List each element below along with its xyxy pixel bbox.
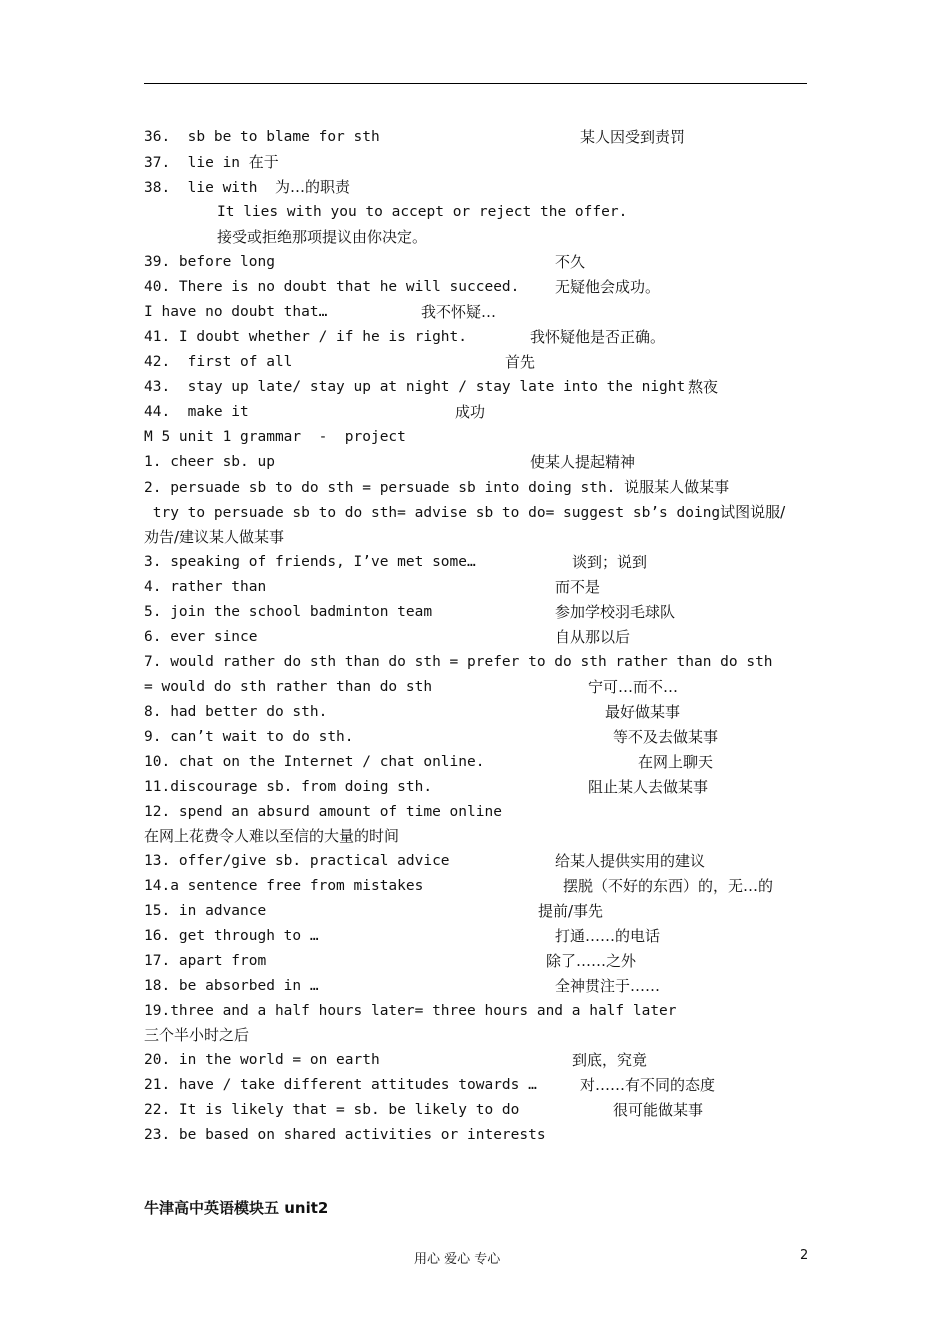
vocab-line-40b: I have no doubt that…: [144, 304, 328, 320]
vocab-line-44: 44. make it: [144, 404, 249, 420]
vocab-line-g3: 3. speaking of friends, I’ve met some…: [144, 554, 476, 570]
vocab-line-g18-zh: 全神贯注于……: [555, 977, 661, 995]
vocab-line-43-zh: 熬夜: [688, 378, 719, 396]
vocab-line-g21: 21. have / take different attitudes towards …: [144, 1077, 537, 1093]
vocab-line-g6: 6. ever since: [144, 629, 258, 645]
vocab-line-g19-zh: 三个半小时之后: [144, 1026, 250, 1044]
vocab-line-g1: 1. cheer sb. up: [144, 454, 275, 470]
vocab-line-g14: 14.a sentence free from mistakes: [144, 878, 424, 894]
vocab-line-40b-zh: 我不怀疑…: [421, 303, 497, 321]
vocab-line-41-zh: 我怀疑他是否正确。: [530, 328, 666, 346]
example-translation: 接受或拒绝那项提议由你决定。: [217, 228, 428, 246]
vocab-line-g8: 8. had better do sth.: [144, 704, 328, 720]
vocab-line-42: 42. first of all: [144, 354, 293, 370]
vocab-line-g13: 13. offer/give sb. practical advice: [144, 853, 450, 869]
vocab-line-g7b: = would do sth rather than do sth: [144, 679, 433, 695]
vocab-line-g1-zh: 使某人提起精神: [530, 453, 636, 471]
vocab-line-g14-zh: 摆脱（不好的东西）的，无…的: [563, 877, 774, 895]
section-title: M 5 unit 1 grammar - project: [144, 429, 406, 445]
vocab-line-g5: 5. join the school badminton team: [144, 604, 433, 620]
vocab-line-38: 38. lie with 为…的职责: [144, 178, 350, 196]
vocab-line-44-zh: 成功: [455, 403, 486, 421]
header-rule: [144, 83, 807, 84]
vocab-line-g9: 9. can’t wait to do sth.: [144, 729, 354, 745]
footer-text: 用心 爱心 专心: [414, 1252, 501, 1267]
vocab-line-g16-zh: 打通……的电话: [555, 927, 661, 945]
vocab-line-g18: 18. be absorbed in …: [144, 978, 319, 994]
vocab-line-g21-zh: 对……有不同的态度: [580, 1076, 716, 1094]
vocab-line-g10: 10. chat on the Internet / chat online.: [144, 754, 485, 770]
vocab-line-g7: 7. would rather do sth than do sth = prefer to do sth rather than do sth: [144, 654, 773, 670]
page-number: 2: [800, 1248, 809, 1263]
vocab-line-g12-zh: 在网上花费令人难以至信的大量的时间: [144, 827, 400, 845]
vocab-line-36: 36. sb be to blame for sth: [144, 129, 380, 145]
vocab-line-g4: 4. rather than: [144, 579, 267, 595]
vocab-line-g2b-cont: 劝告/建议某人做某事: [144, 528, 285, 546]
vocab-line-40-zh: 无疑他会成功。: [555, 278, 661, 296]
vocab-line-g2b: try to persuade sb to do sth= advise sb to do= suggest sb’s doing试图说服/: [144, 503, 786, 521]
vocab-line-36-zh: 某人因受到责罚: [580, 128, 686, 146]
vocab-line-g6-zh: 自从那以后: [555, 628, 631, 646]
example-sentence: It lies with you to accept or reject the offer.: [217, 204, 628, 220]
vocab-line-40: 40. There is no doubt that he will succeed.: [144, 279, 520, 295]
vocab-line-37: 37. lie in 在于: [144, 153, 279, 171]
vocab-line-g2: 2. persuade sb to do sth = persuade sb into doing sth. 说服某人做某事: [144, 478, 730, 496]
vocab-line-g13-zh: 给某人提供实用的建议: [555, 852, 706, 870]
vocab-line-39: 39. before long: [144, 254, 275, 270]
vocab-line-g9-zh: 等不及去做某事: [613, 728, 719, 746]
vocab-line-g16: 16. get through to …: [144, 928, 319, 944]
vocab-line-g5-zh: 参加学校羽毛球队: [555, 603, 676, 621]
section-heading: 牛津高中英语模块五 unit2: [144, 1199, 329, 1217]
vocab-line-g8-zh: 最好做某事: [605, 703, 681, 721]
vocab-line-39-zh: 不久: [555, 253, 586, 271]
vocab-line-g22: 22. It is likely that = sb. be likely to do: [144, 1102, 520, 1118]
vocab-line-g20: 20. in the world = on earth: [144, 1052, 380, 1068]
vocab-line-42-zh: 首先: [505, 353, 536, 371]
vocab-line-g4-zh: 而不是: [555, 578, 601, 596]
vocab-line-g15: 15. in advance: [144, 903, 267, 919]
vocab-line-g7b-zh: 宁可…而不…: [588, 678, 679, 696]
vocab-line-g19: 19.three and a half hours later= three hours and a half later: [144, 1003, 677, 1019]
vocab-line-g11-zh: 阻止某人去做某事: [588, 778, 709, 796]
vocab-line-g20-zh: 到底，究竟: [572, 1051, 648, 1069]
vocab-line-41: 41. I doubt whether / if he is right.: [144, 329, 468, 345]
vocab-line-g17-zh: 除了……之外: [546, 952, 637, 970]
vocab-line-g12: 12. spend an absurd amount of time online: [144, 804, 502, 820]
vocab-line-g22-zh: 很可能做某事: [613, 1101, 704, 1119]
vocab-line-g17: 17. apart from: [144, 953, 267, 969]
vocab-line-g3-zh: 谈到；说到: [572, 553, 648, 571]
vocab-line-g11: 11.discourage sb. from doing sth.: [144, 779, 433, 795]
vocab-line-g15-zh: 提前/事先: [538, 902, 604, 920]
vocab-line-g23: 23. be based on shared activities or interests: [144, 1127, 546, 1143]
vocab-line-43: 43. stay up late/ stay up at night / stay late into the night: [144, 379, 686, 395]
vocab-line-g10-zh: 在网上聊天: [638, 753, 714, 771]
